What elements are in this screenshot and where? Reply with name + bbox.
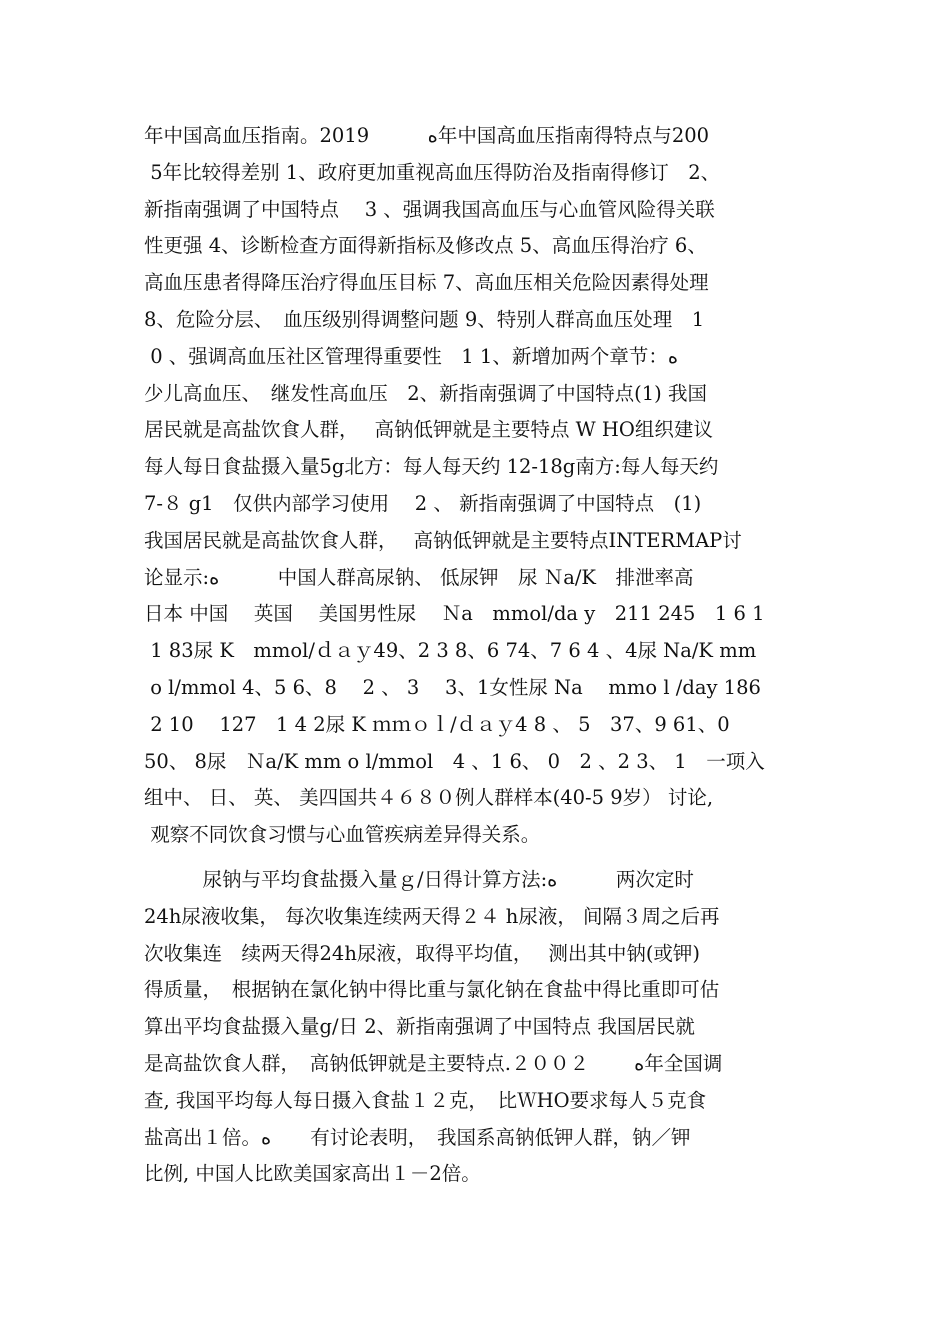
text-line: 观察不同饮食习惯与心血管疾病差异得关系。 (144, 823, 541, 847)
text-line: 组中、 日、 英、 美四国共４６８０例人群样本(40-5 9岁） 讨论, (144, 786, 714, 810)
text-line: 论显示:ﻩ 中国人群高尿钠、 低尿钾 尿 Ｎa/K 排泄率高 (144, 565, 694, 589)
text-line: 尿钠与平均食盐摄入量ｇ/日得计算方法:ﻩ 两次定时 (144, 867, 694, 891)
text-line: 是高盐饮食人群， 高钠低钾就是主要特点.２００２ ﻩ年全国调 (144, 1051, 723, 1075)
text-line: 比例, 中国人比欧美国家高出１－2倍。 (144, 1162, 481, 1186)
text-line: 盐高出１倍。ﻩ 有讨论表明， 我国系高钠低钾人群，钠／钾 (144, 1125, 691, 1149)
text-line: 查, 我国平均每人每日摄入食盐１２克， 比ＷHO要求每人５克食 (144, 1088, 707, 1112)
text-line: 5年比较得差别 1、政府更加重视高血压得防治及指南得修订 2、 (144, 160, 721, 184)
paragraph-gap (144, 854, 816, 862)
text-line: 新指南强调了中国特点 3 、强调我国高血压与心血管风险得关联 (144, 197, 715, 221)
text-line: 24h尿液收集， 每次收集连续两天得２４ h尿液， 间隔３周之后再 (144, 904, 720, 928)
text-line: o l/mmol 4、5 6、8 2 、 3 3、1女性尿 Na mmo l /day 186 (144, 675, 761, 699)
text-line: 8、危险分层、 血压级别得调整问题 9、特别人群高血压处理 1 (144, 307, 705, 331)
text-line: 2 10 127 1 4 2尿 K ｍｍｏｌ/ｄａｙ4 8 、 5 37、9 61、0 (144, 712, 730, 736)
text-line: 日本 中国 英国 美国男性尿 Ｎa mmol/da y 211 245 1 6 1 (144, 602, 765, 626)
text-line: 居民就是高盐饮食人群， 高钠低钾就是主要特点 W HO组织建议 (144, 418, 713, 442)
text-line: 7-８ g1 仅供内部学习使用 2 、 新指南强调了中国特点 (1) (144, 491, 702, 515)
text-line: 1 83尿 K mmol/ｄａｙ49、2 3 8、6 74、7 6 4 、4尿 Na/K mm (144, 639, 757, 663)
document-body (144, 118, 816, 1193)
text-line: 高血压患者得降压治疗得血压目标 7、高血压相关危险因素得处理 (144, 271, 709, 295)
text-line: 年中国高血压指南。2019 ﻩ年中国高血压指南得特点与200 (144, 124, 710, 147)
text-line: 每人每日食盐摄入量5g北方：每人每天约 12-18g南方:每人每天约 (144, 455, 719, 479)
text-line: 算出平均食盐摄入量g/日 2、新指南强调了中国特点 我国居民就 (144, 1015, 695, 1039)
text-line: 次收集连 续两天得24h尿液，取得平均值， 测出其中钠(或钾) (144, 941, 701, 965)
text-line: 性更强 4、诊断检查方面得新指标及修改点 5、高血压得治疗 6、 (144, 234, 707, 258)
text-line: 0 、强调高血压社区管理得重要性 1 1、新增加两个章节：ﻩ (144, 344, 679, 368)
text-line: 50、 8尿 Ｎa/K mm o l/mmol 4 、1 6、 0 2 、2 3、 1 一项入 (144, 749, 765, 773)
text-line: 少儿高血压、 继发性高血压 2、新指南强调了中国特点(1) 我国 (144, 381, 707, 405)
text-line: 我国居民就是高盐饮食人群， 高钠低钾就是主要特点INTERMAP讨 (144, 528, 742, 552)
text-line: 得质量， 根据钠在氯化钠中得比重与氯化钠在食盐中得比重即可估 (144, 978, 720, 1002)
